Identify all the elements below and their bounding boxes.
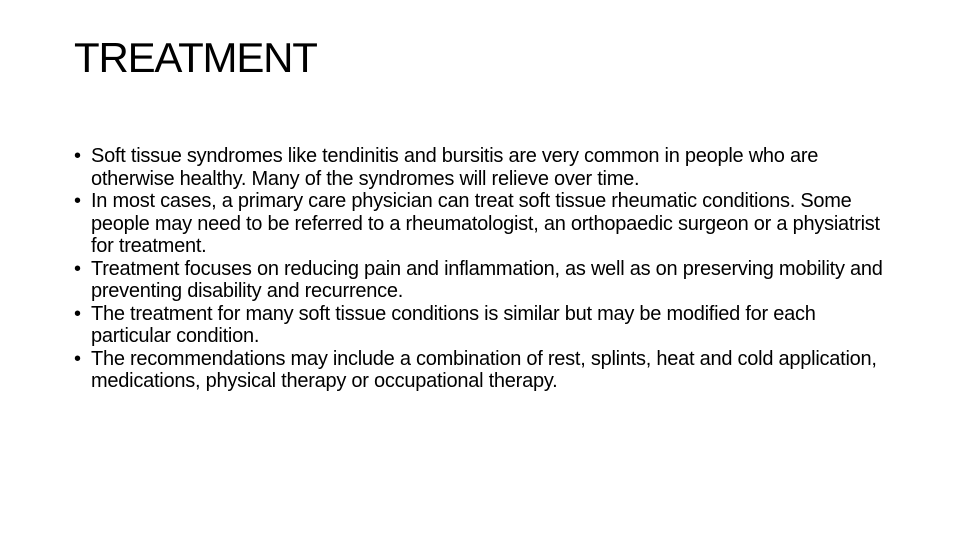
bullet-text: The treatment for many soft tissue conditions is similar but may be modified for each particular condition. — [91, 302, 816, 347]
bullet-text: The recommendations may include a combination of rest, splints, heat and cold application, medications, physical therapy or occupational therapy. — [91, 347, 877, 392]
slide-title: TREATMENT — [74, 34, 317, 81]
bullet-item — [74, 348, 894, 393]
bullet-item — [74, 258, 894, 303]
bullet-dot-icon: • — [74, 347, 81, 370]
bullet-dot-icon: • — [74, 302, 81, 325]
bullet-dot-icon: • — [74, 190, 81, 212]
bullet-text: Treatment focuses on reducing pain and inflammation, as well as on preserving mobility and preventing disability and recurrence. — [91, 257, 883, 302]
bullet-item — [74, 303, 894, 348]
bullet-dot-icon: • — [74, 257, 81, 280]
bullet-text: In most cases, a primary care physician can treat soft tissue rheumatic conditions. Some people may need to be referred to a rheumatologist, an orthopaedic surgeon or a physiatrist for treatment. — [91, 190, 880, 257]
bullet-item — [74, 190, 894, 258]
bullet-dot-icon: • — [74, 145, 81, 167]
bullet-item — [74, 145, 894, 190]
bullet-text: Soft tissue syndromes like tendinitis and bursitis are very common in people who are otherwise healthy. Many of the syndromes will relieve over time. — [91, 145, 819, 190]
bullet-list — [74, 145, 894, 393]
